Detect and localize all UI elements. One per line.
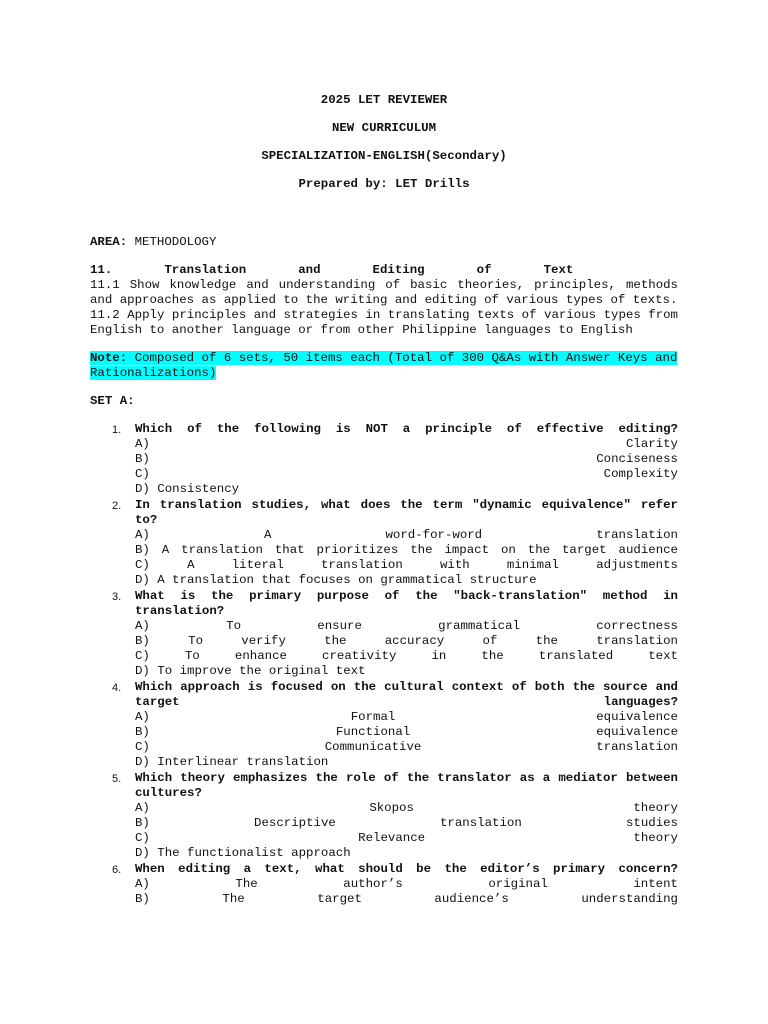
answer-option: D) The functionalist approach xyxy=(135,846,351,860)
answer-option: A) The author’s original intent xyxy=(135,877,678,891)
answer-option: A) Formal equivalence xyxy=(135,710,678,724)
question-number: 2. xyxy=(112,500,122,512)
answer-option: D) Consistency xyxy=(135,482,240,496)
document-page xyxy=(90,93,678,908)
question-number: 1. xyxy=(112,424,122,436)
answer-option: C) A literal translation with minimal adjustments xyxy=(135,558,678,572)
answer-option: B) Descriptive translation studies xyxy=(135,816,678,830)
note-label: Note: xyxy=(90,351,128,365)
answer-option: D) A translation that focuses on grammatical structure xyxy=(135,573,537,587)
answer-option: D) To improve the original text xyxy=(135,664,366,678)
question-item xyxy=(90,680,678,770)
answer-option: C) Complexity xyxy=(135,467,678,481)
question-item xyxy=(90,862,678,907)
competency-11-2: 11.2 Apply principles and strategies in translating texts of various types from English to another language or from other Philippine languages to English xyxy=(90,308,678,337)
question-text: In translation studies, what does the term "dynamic equivalence" refer to? xyxy=(135,498,678,527)
question-text: Which theory emphasizes the role of the translator as a mediator between cultures? xyxy=(135,771,678,800)
answer-option: C) Relevance theory xyxy=(135,831,678,845)
answer-option: C) Communicative translation xyxy=(135,740,678,754)
answer-option: D) Interlinear translation xyxy=(135,755,329,769)
answer-option: B) To verify the accuracy of the translation xyxy=(135,634,678,648)
note-text: Composed of 6 sets, 50 items each (Total of 300 Q&As with Answer Keys and Rationalizations) xyxy=(90,351,678,380)
question-item xyxy=(90,771,678,861)
curriculum-label: NEW CURRICULUM xyxy=(331,121,437,135)
set-label: SET A: xyxy=(90,394,135,408)
answer-option: B) Conciseness xyxy=(135,452,678,466)
document-title: 2025 LET REVIEWER xyxy=(320,93,448,107)
question-text: Which approach is focused on the cultural context of both the source and target languages? xyxy=(135,680,678,709)
question-number: 5. xyxy=(112,773,122,785)
answer-option: A) Skopos theory xyxy=(135,801,678,815)
question-item xyxy=(90,589,678,679)
specialization-label: SPECIALIZATION-ENGLISH(Secondary) xyxy=(261,149,507,163)
answer-option: B) Functional equivalence xyxy=(135,725,678,739)
question-number: 6. xyxy=(112,864,122,876)
answer-option: A) To ensure grammatical correctness xyxy=(135,619,678,633)
topic-block xyxy=(90,263,678,338)
competency-11-1: 11.1 Show knowledge and understanding of basic theories, principles, methods and approaches as applied to the writing and editing of various types of texts. xyxy=(90,278,678,307)
answer-option: B) The target audience’s understanding xyxy=(135,892,678,906)
question-text: What is the primary purpose of the "back-translation" method in translation? xyxy=(135,589,678,618)
question-item xyxy=(90,422,678,497)
area-value: METHODOLOGY xyxy=(127,235,217,249)
area-line xyxy=(90,235,678,250)
note xyxy=(90,351,678,381)
question-text: When editing a text, what should be the editor’s primary concern? xyxy=(135,862,678,876)
question-item xyxy=(90,498,678,588)
answer-option: A) Clarity xyxy=(135,437,678,451)
answer-option: B) A translation that prioritizes the impact on the target audience xyxy=(135,543,678,557)
question-text: Which of the following is NOT a principle of effective editing? xyxy=(135,422,678,436)
area-label: AREA: xyxy=(90,235,128,249)
topic-title: 11. Translation and Editing of Text xyxy=(90,263,574,277)
answer-option: A) A word-for-word translation xyxy=(135,528,678,542)
question-number: 3. xyxy=(112,591,122,603)
answer-option: C) To enhance creativity in the translated text xyxy=(135,649,678,663)
question-list xyxy=(90,422,678,907)
question-number: 4. xyxy=(112,682,122,694)
prepared-by: Prepared by: LET Drills xyxy=(298,177,470,191)
